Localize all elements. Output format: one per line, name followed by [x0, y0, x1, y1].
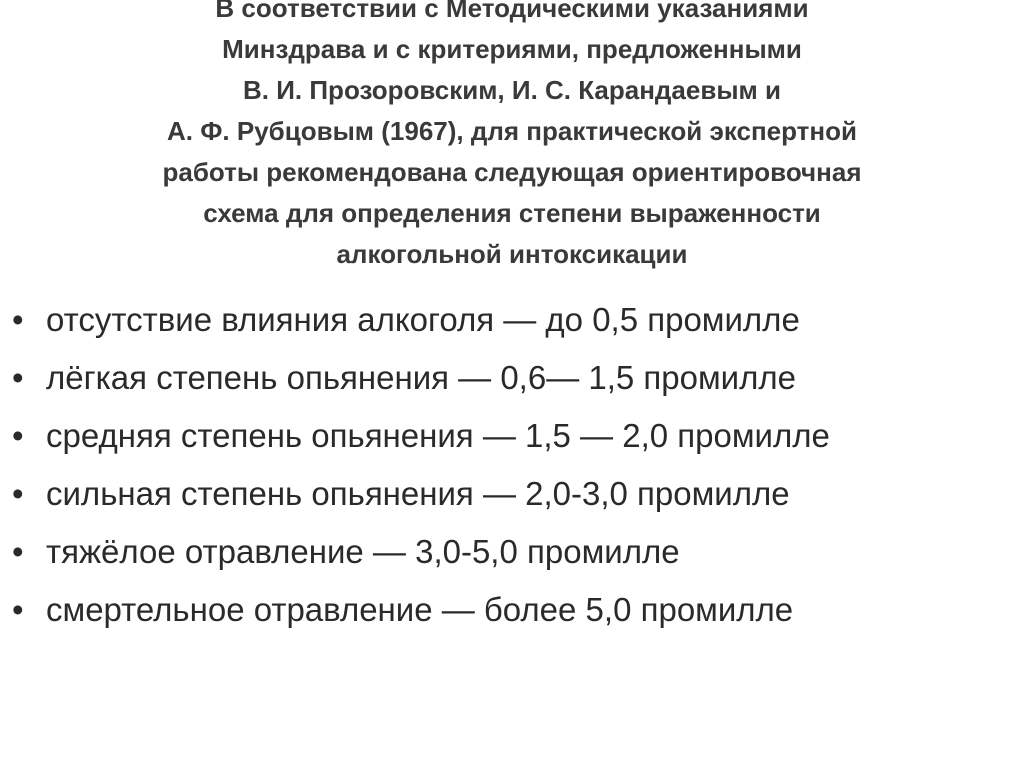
heading-line: схема для определения степени выраженности [203, 198, 821, 228]
list-item-text: лёгкая степень опьянения — 0,6— 1,5 промилле [46, 359, 796, 396]
bullet-icon: • [12, 417, 24, 454]
slide-heading [0, 0, 1024, 275]
bullet-icon: • [12, 475, 24, 512]
heading-line: А. Ф. Рубцовым (1967), для практической экспертной [167, 116, 857, 146]
list-item [12, 291, 830, 349]
list-item-text: тяжёлое отравление — 3,0-5,0 промилле [46, 533, 680, 570]
list-item-text: средняя степень опьянения — 1,5 — 2,0 промилле [46, 417, 830, 454]
list-item-text: смертельное отравление — более 5,0 промилле [46, 591, 794, 628]
bullet-icon: • [12, 591, 24, 628]
list-item-text: сильная степень опьянения — 2,0-3,0 промилле [46, 475, 790, 512]
bullet-list [12, 291, 830, 639]
list-item-text: отсутствие влияния алкоголя — до 0,5 промилле [46, 301, 800, 338]
heading-line: Минздрава и с критериями, предложенными [222, 34, 802, 64]
list-item [12, 349, 830, 407]
list-item [12, 465, 830, 523]
heading-line: работы рекомендована следующая ориентировочная [162, 157, 862, 187]
bullet-icon: • [12, 533, 24, 570]
bullet-icon: • [12, 359, 24, 396]
list-item [12, 523, 830, 581]
list-item [12, 581, 830, 639]
list-item [12, 407, 830, 465]
heading-line: В. И. Прозоровским, И. С. Карандаевым и [243, 75, 781, 105]
heading-line: В соответствии с Методическими указаниями [215, 0, 809, 23]
bullet-icon: • [12, 301, 24, 338]
heading-line: алкогольной интоксикации [336, 239, 688, 269]
